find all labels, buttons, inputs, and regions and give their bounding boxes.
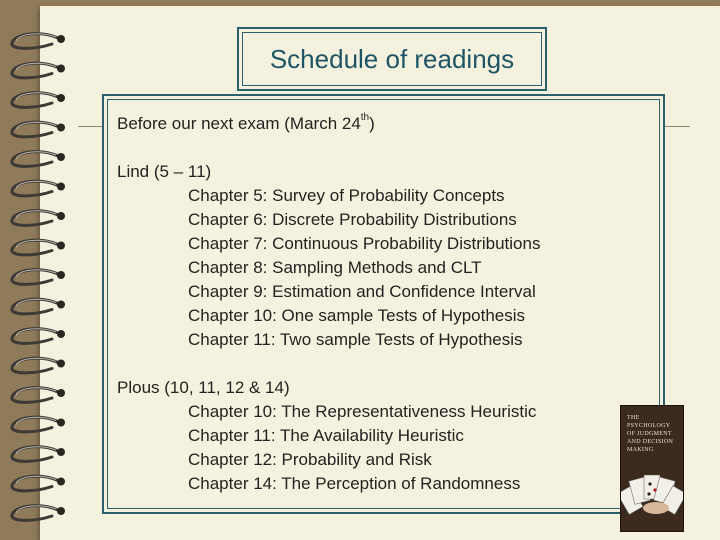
lind-heading: Lind (5 – 11) [117, 162, 212, 181]
binding-hole [57, 65, 65, 73]
lind-chapter: Chapter 8: Sampling Methods and CLT [188, 258, 482, 277]
binding-hole [57, 419, 65, 427]
readings-text [117, 112, 540, 496]
slide-title: Schedule of readings [242, 32, 542, 86]
intro-line: Before our next exam (March 24th) [117, 112, 375, 133]
lind-chapter: Chapter 10: One sample Tests of Hypothesis [188, 306, 526, 325]
binding-hole [57, 124, 65, 132]
plous-chapter: Chapter 12: Probability and Risk [188, 450, 432, 469]
binding-hole [57, 153, 65, 161]
binding-hole [57, 242, 65, 250]
binding-hole [57, 212, 65, 220]
plous-chapter: Chapter 11: The Availability Heuristic [188, 426, 464, 445]
book-title: THE PSYCHOLOGY OF JUDGMENT AND DECISION MAKING [627, 415, 674, 453]
lind-chapter: Chapter 5: Survey of Probability Concepts [188, 186, 505, 205]
book-cover-image [620, 405, 684, 532]
binding-hole [57, 301, 65, 309]
title-box [237, 27, 547, 91]
binding-hole [57, 94, 65, 102]
binding-hole [57, 35, 65, 43]
spiral-binding [0, 0, 70, 540]
binding-hole [57, 271, 65, 279]
binding-hole [57, 507, 65, 515]
binding-hole [57, 478, 65, 486]
lind-chapter: Chapter 11: Two sample Tests of Hypothesis [188, 330, 523, 349]
binding-hole [57, 360, 65, 368]
plous-chapter: Chapter 10: The Representativeness Heuristic [188, 402, 537, 421]
binding-hole [57, 183, 65, 191]
lind-chapter: Chapter 9: Estimation and Confidence Interval [188, 282, 536, 301]
lind-chapter: Chapter 7: Continuous Probability Distributions [188, 234, 541, 253]
binding-hole [57, 448, 65, 456]
lind-chapter: Chapter 6: Discrete Probability Distributions [188, 210, 517, 229]
binding-hole [57, 330, 65, 338]
binding-hole [57, 389, 65, 397]
plous-heading: Plous (10, 11, 12 & 14) [117, 378, 290, 397]
plous-chapter: Chapter 14: The Perception of Randomness [188, 474, 521, 493]
